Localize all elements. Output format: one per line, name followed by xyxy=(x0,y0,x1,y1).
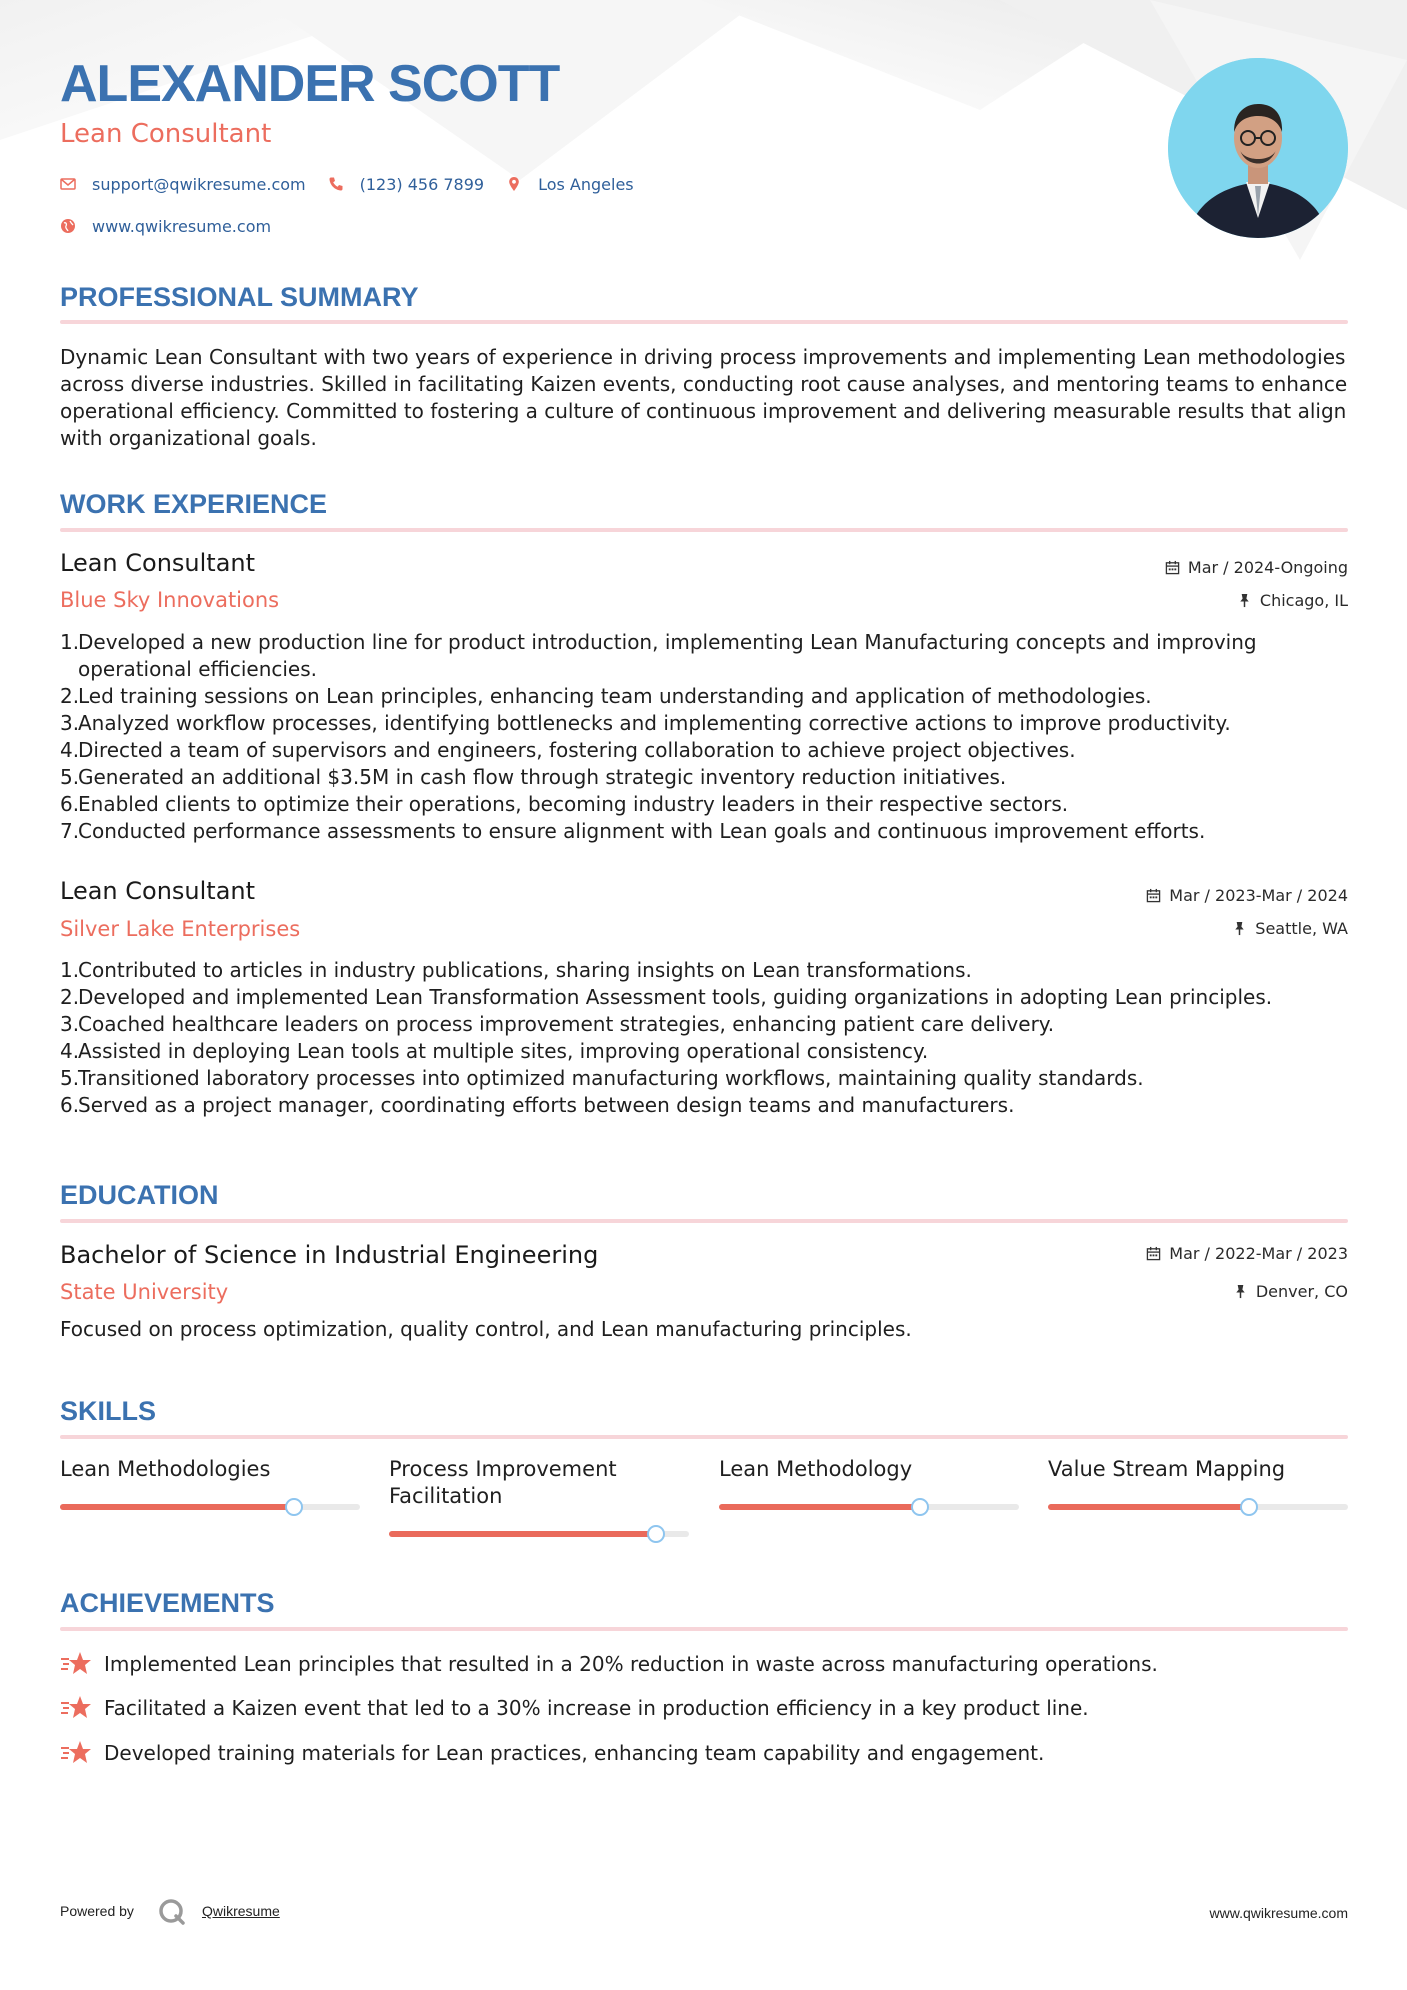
skill-level-knob xyxy=(647,1525,665,1543)
powered-by-label: Powered by xyxy=(60,1903,134,1919)
summary-text: Dynamic Lean Consultant with two years of experience in driving process improvements and implementing Lean methodologies across diverse industries. Skilled in facilitating Kaizen events, conducting root cause analyses, and mentoring teams to enhance operational efficiency. Committed to fostering a culture of continuous improvement and delivering measurable results that align with organizational goals. xyxy=(60,345,1348,450)
list-item: 6. Enabled clients to optimize their operations, becoming industry leaders in their respective sectors. xyxy=(60,792,1069,816)
candidate-role: Lean Consultant xyxy=(60,119,272,149)
star-badge-icon xyxy=(60,1650,92,1678)
skill-name: Process Improvement Facilitation xyxy=(389,1457,617,1508)
list-item: 5. Transitioned laboratory processes into optimized manufacturing workflows, maintaining quality standards. xyxy=(60,1066,1144,1090)
skill-item xyxy=(60,1456,360,1483)
list-item: 2. Developed and implemented Lean Transformation Assessment tools, guiding organizations in adopting Lean principles. xyxy=(60,985,1273,1009)
website-text: www.qwikresume.com xyxy=(92,216,272,236)
job-dates xyxy=(1146,886,1348,905)
skill-level-knob xyxy=(285,1498,303,1516)
section-title-achievements: ACHIEVEMENTS xyxy=(60,1588,275,1618)
section-title-summary: PROFESSIONAL SUMMARY xyxy=(60,282,419,312)
list-item: 5. Generated an additional $3.5M in cash flow through strategic inventory reduction initiatives. xyxy=(60,765,1007,789)
skill-item xyxy=(719,1456,1019,1483)
contact-row xyxy=(60,172,656,196)
location-text: Los Angeles xyxy=(538,174,634,194)
job-title: Lean Consultant xyxy=(60,877,256,905)
section-divider xyxy=(60,528,1348,532)
section-title-skills: SKILLS xyxy=(60,1396,157,1426)
phone-icon xyxy=(328,176,344,192)
section-title-experience: WORK EXPERIENCE xyxy=(60,489,328,519)
job-bullets xyxy=(60,957,1366,1119)
skill-level-knob xyxy=(911,1498,929,1516)
skill-name: Value Stream Mapping xyxy=(1048,1457,1286,1481)
calendar-icon xyxy=(1165,560,1180,575)
contact-location xyxy=(506,175,634,194)
profile-photo xyxy=(1168,58,1348,238)
brand-link[interactable]: Qwikresume xyxy=(202,1903,280,1919)
avatar xyxy=(1168,58,1348,238)
list-item: 6. Served as a project manager, coordinating efforts between design teams and manufacturers. xyxy=(60,1093,1015,1117)
star-badge-icon xyxy=(60,1694,92,1722)
skill-name: Lean Methodologies xyxy=(60,1457,271,1481)
skill-item xyxy=(389,1456,649,1510)
qwikresume-logo-icon xyxy=(158,1898,186,1926)
skill-level-bar xyxy=(1048,1504,1348,1510)
skill-name: Lean Methodology xyxy=(719,1457,913,1481)
list-item: 2. Led training sessions on Lean principles, enhancing team understanding and application of methodologies. xyxy=(60,684,1152,708)
contact-row xyxy=(60,214,293,238)
education-degree: Bachelor of Science in Industrial Engineering xyxy=(60,1241,599,1269)
envelope-icon xyxy=(60,176,76,192)
pushpin-icon xyxy=(1233,1284,1248,1299)
section-divider xyxy=(60,1627,1348,1631)
skill-level-bar xyxy=(719,1504,1019,1510)
contact-website[interactable] xyxy=(60,217,271,236)
education-location xyxy=(1233,1282,1348,1301)
education-dates-text: Mar / 2022-Mar / 2023 xyxy=(1169,1244,1348,1263)
list-item: 4. Directed a team of supervisors and engineers, fostering collaboration to achieve project objectives. xyxy=(60,738,1076,762)
list-item: 4. Assisted in deploying Lean tools at multiple sites, improving operational consistency. xyxy=(60,1039,929,1063)
job-company: Blue Sky Innovations xyxy=(60,588,280,612)
star-badge-icon xyxy=(60,1739,92,1767)
list-item xyxy=(60,1650,1348,1678)
list-item: 3. Coached healthcare leaders on process improvement strategies, enhancing patient care delivery. xyxy=(60,1012,1055,1036)
contact-email[interactable] xyxy=(60,175,306,194)
job-location-text: Seattle, WA xyxy=(1255,919,1348,938)
email-text: support@qwikresume.com xyxy=(92,174,306,194)
list-item xyxy=(60,1739,1348,1767)
calendar-icon xyxy=(1146,888,1161,903)
education-location-text: Denver, CO xyxy=(1255,1282,1348,1301)
skill-item xyxy=(1048,1456,1348,1483)
contact-phone[interactable] xyxy=(328,175,484,194)
education-description: Focused on process optimization, quality control, and Lean manufacturing principles. xyxy=(60,1317,912,1341)
section-title-education: EDUCATION xyxy=(60,1180,219,1210)
list-item xyxy=(60,1694,1348,1722)
candidate-name: ALEXANDER SCOTT xyxy=(60,55,560,113)
job-location xyxy=(1237,591,1348,610)
skill-level-bar xyxy=(389,1531,689,1537)
achievement-text: Implemented Lean principles that resulted in a 20% reduction in waste across manufacturing operations. xyxy=(104,1652,1158,1676)
list-item: 3. Analyzed workflow processes, identifying bottlenecks and implementing corrective actions to improve productivity. xyxy=(60,711,1231,735)
education-school: State University xyxy=(60,1280,229,1304)
job-title: Lean Consultant xyxy=(60,549,256,577)
job-company: Silver Lake Enterprises xyxy=(60,917,301,941)
job-location-text: Chicago, IL xyxy=(1259,591,1348,610)
pushpin-icon xyxy=(1232,921,1247,936)
list-item: 1. Developed a new production line for product introduction, implementing Lean Manufacturing concepts and improving operational efficiencies. xyxy=(60,630,1257,681)
footer-url-link[interactable]: www.qwikresume.com xyxy=(1209,1905,1348,1921)
education-dates xyxy=(1146,1244,1348,1263)
achievement-text: Developed training materials for Lean practices, enhancing team capability and engagement. xyxy=(104,1741,1045,1765)
globe-icon xyxy=(60,218,76,234)
achievement-text: Facilitated a Kaizen event that led to a 30% increase in production efficiency in a key product line. xyxy=(104,1696,1089,1720)
job-dates-text: Mar / 2024-Ongoing xyxy=(1187,558,1348,577)
job-dates-text: Mar / 2023-Mar / 2024 xyxy=(1169,886,1348,905)
job-location xyxy=(1232,919,1348,938)
list-item: 1. Contributed to articles in industry publications, sharing insights on Lean transformations. xyxy=(60,958,972,982)
pushpin-icon xyxy=(1237,593,1252,608)
skill-level-bar xyxy=(60,1504,360,1510)
map-pin-icon xyxy=(506,176,522,192)
skill-level-knob xyxy=(1240,1498,1258,1516)
section-divider xyxy=(60,320,1348,324)
job-bullets xyxy=(60,629,1366,845)
list-item: 7. Conducted performance assessments to ensure alignment with Lean goals and continuous improvement efforts. xyxy=(60,819,1206,843)
phone-text: (123) 456 7899 xyxy=(359,174,485,194)
page-footer xyxy=(60,1895,1348,1929)
job-dates xyxy=(1165,558,1348,577)
section-divider xyxy=(60,1435,1348,1439)
section-divider xyxy=(60,1219,1348,1223)
calendar-icon xyxy=(1146,1246,1161,1261)
